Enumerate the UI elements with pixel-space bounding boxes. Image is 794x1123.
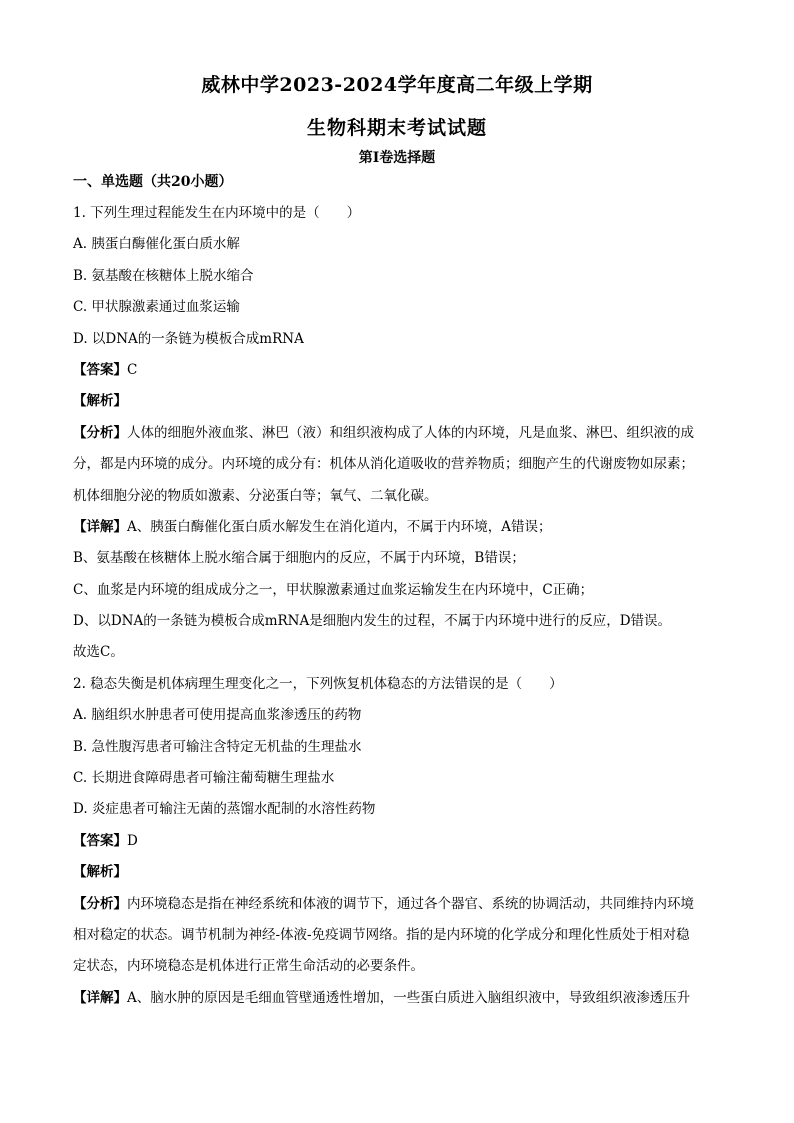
question-2-answer [73,826,723,857]
question-2-jiexi [73,857,723,888]
question-2-fenxi-line-3: 定状态，内环境稳态是机体进行正常生命活动的必要条件。 [73,958,424,975]
answer-label: 【答案】 [73,361,127,378]
question-content [73,198,723,1014]
question-1-xiangjie-line-1 [73,512,723,543]
fenxi-text: 内环境稳态是指在神经系统和体液的调节下，通过各个器官、系统的协调活动，共同维持内环境 [127,895,694,912]
question-1-option-d: D. 以DNA的一条链为模板合成mRNA [73,330,304,347]
exam-title: 威林中学2023-2024学年度高二年级上学期 [201,74,593,96]
volume-title: 第Ⅰ卷选择题 [358,150,436,166]
xiangjie-text: A、胰蛋白酶催化蛋白质水解发生在消化道内，不属于内环境，A错误； [127,518,552,535]
question-2-fenxi-line-2: 相对稳定的状态。调节机制为神经-体液-免疫调节网络。指的是内环境的化学成分和理化性质处于相对稳 [73,926,690,943]
answer-label: 【答案】 [73,832,127,849]
question-1-option-c: C. 甲状腺激素通过血浆运输 [73,299,240,316]
question-1-option-a: A. 胰蛋白酶催化蛋白质水解 [73,236,240,253]
question-1-option-b: B. 氨基酸在核糖体上脱水缩合 [73,267,254,284]
xiangjie-text: A、脑水肿的原因是毛细血管壁通透性增加，一些蛋白质进入脑组织液中，导致组织液渗透压升 [127,989,691,1006]
question-1-fenxi-line-3: 机体细胞分泌的物质如激素、分泌蛋白等；氧气、二氧化碳。 [73,487,438,504]
xiangjie-label: 【详解】 [73,518,127,535]
question-1-fenxi-line-2: 分，都是内环境的成分。内环境的成分有：机体从消化道吸收的营养物质；细胞产生的代谢废物如尿素； [73,456,694,473]
xiangjie-label: 【详解】 [73,989,127,1006]
question-1-stem: 1. 下列生理过程能发生在内环境中的是（ ） [73,205,361,221]
fenxi-label: 【分析】 [73,424,127,441]
answer-value: C [127,361,138,378]
answer-value: D [127,832,138,849]
question-1-xiangjie-line-3: C、血浆是内环境的组成成分之一，甲状腺激素通过血浆运输发生在内环境中，C正确； [73,581,594,598]
jiexi-label: 【解析】 [73,393,127,410]
fenxi-label: 【分析】 [73,895,127,912]
question-1-conclusion: 故选C。 [73,644,124,661]
question-1-xiangjie-line-4: D、以DNA的一条链为模板合成mRNA是细胞内发生的过程，不属于内环境中进行的反应，D错误。 [73,613,672,630]
question-2-option-d: D. 炎症患者可输注无菌的蒸馏水配制的水溶性药物 [73,801,376,818]
question-2-stem: 2. 稳态失衡是机体病理生理变化之一，下列恢复机体稳态的方法错误的是（ ） [73,675,563,692]
question-2-option-b: B. 急性腹泻患者可输注含特定无机盐的生理盐水 [73,738,362,755]
section-title: 一、单选题（共20小题） [73,174,233,190]
question-2-fenxi-line-1 [73,889,723,920]
fenxi-text: 人体的细胞外液血浆、淋巴（液）和组织液构成了人体的内环境，凡是血浆、淋巴、组织液的成 [127,424,694,441]
question-1-xiangjie-line-2: B、氨基酸在核糖体上脱水缩合属于细胞内的反应，不属于内环境，B错误； [73,550,525,567]
question-2-xiangjie-line-1 [73,983,723,1014]
question-2-option-c: C. 长期进食障碍患者可输注葡萄糖生理盐水 [73,770,335,787]
exam-subject-title: 生物科期末考试试题 [306,117,487,139]
jiexi-label: 【解析】 [73,864,127,881]
question-1-jiexi [73,386,723,417]
question-1-answer [73,355,723,386]
question-1-fenxi-line-1 [73,418,723,449]
question-2-option-a: A. 脑组织水肿患者可使用提高血浆渗透压的药物 [73,707,362,724]
